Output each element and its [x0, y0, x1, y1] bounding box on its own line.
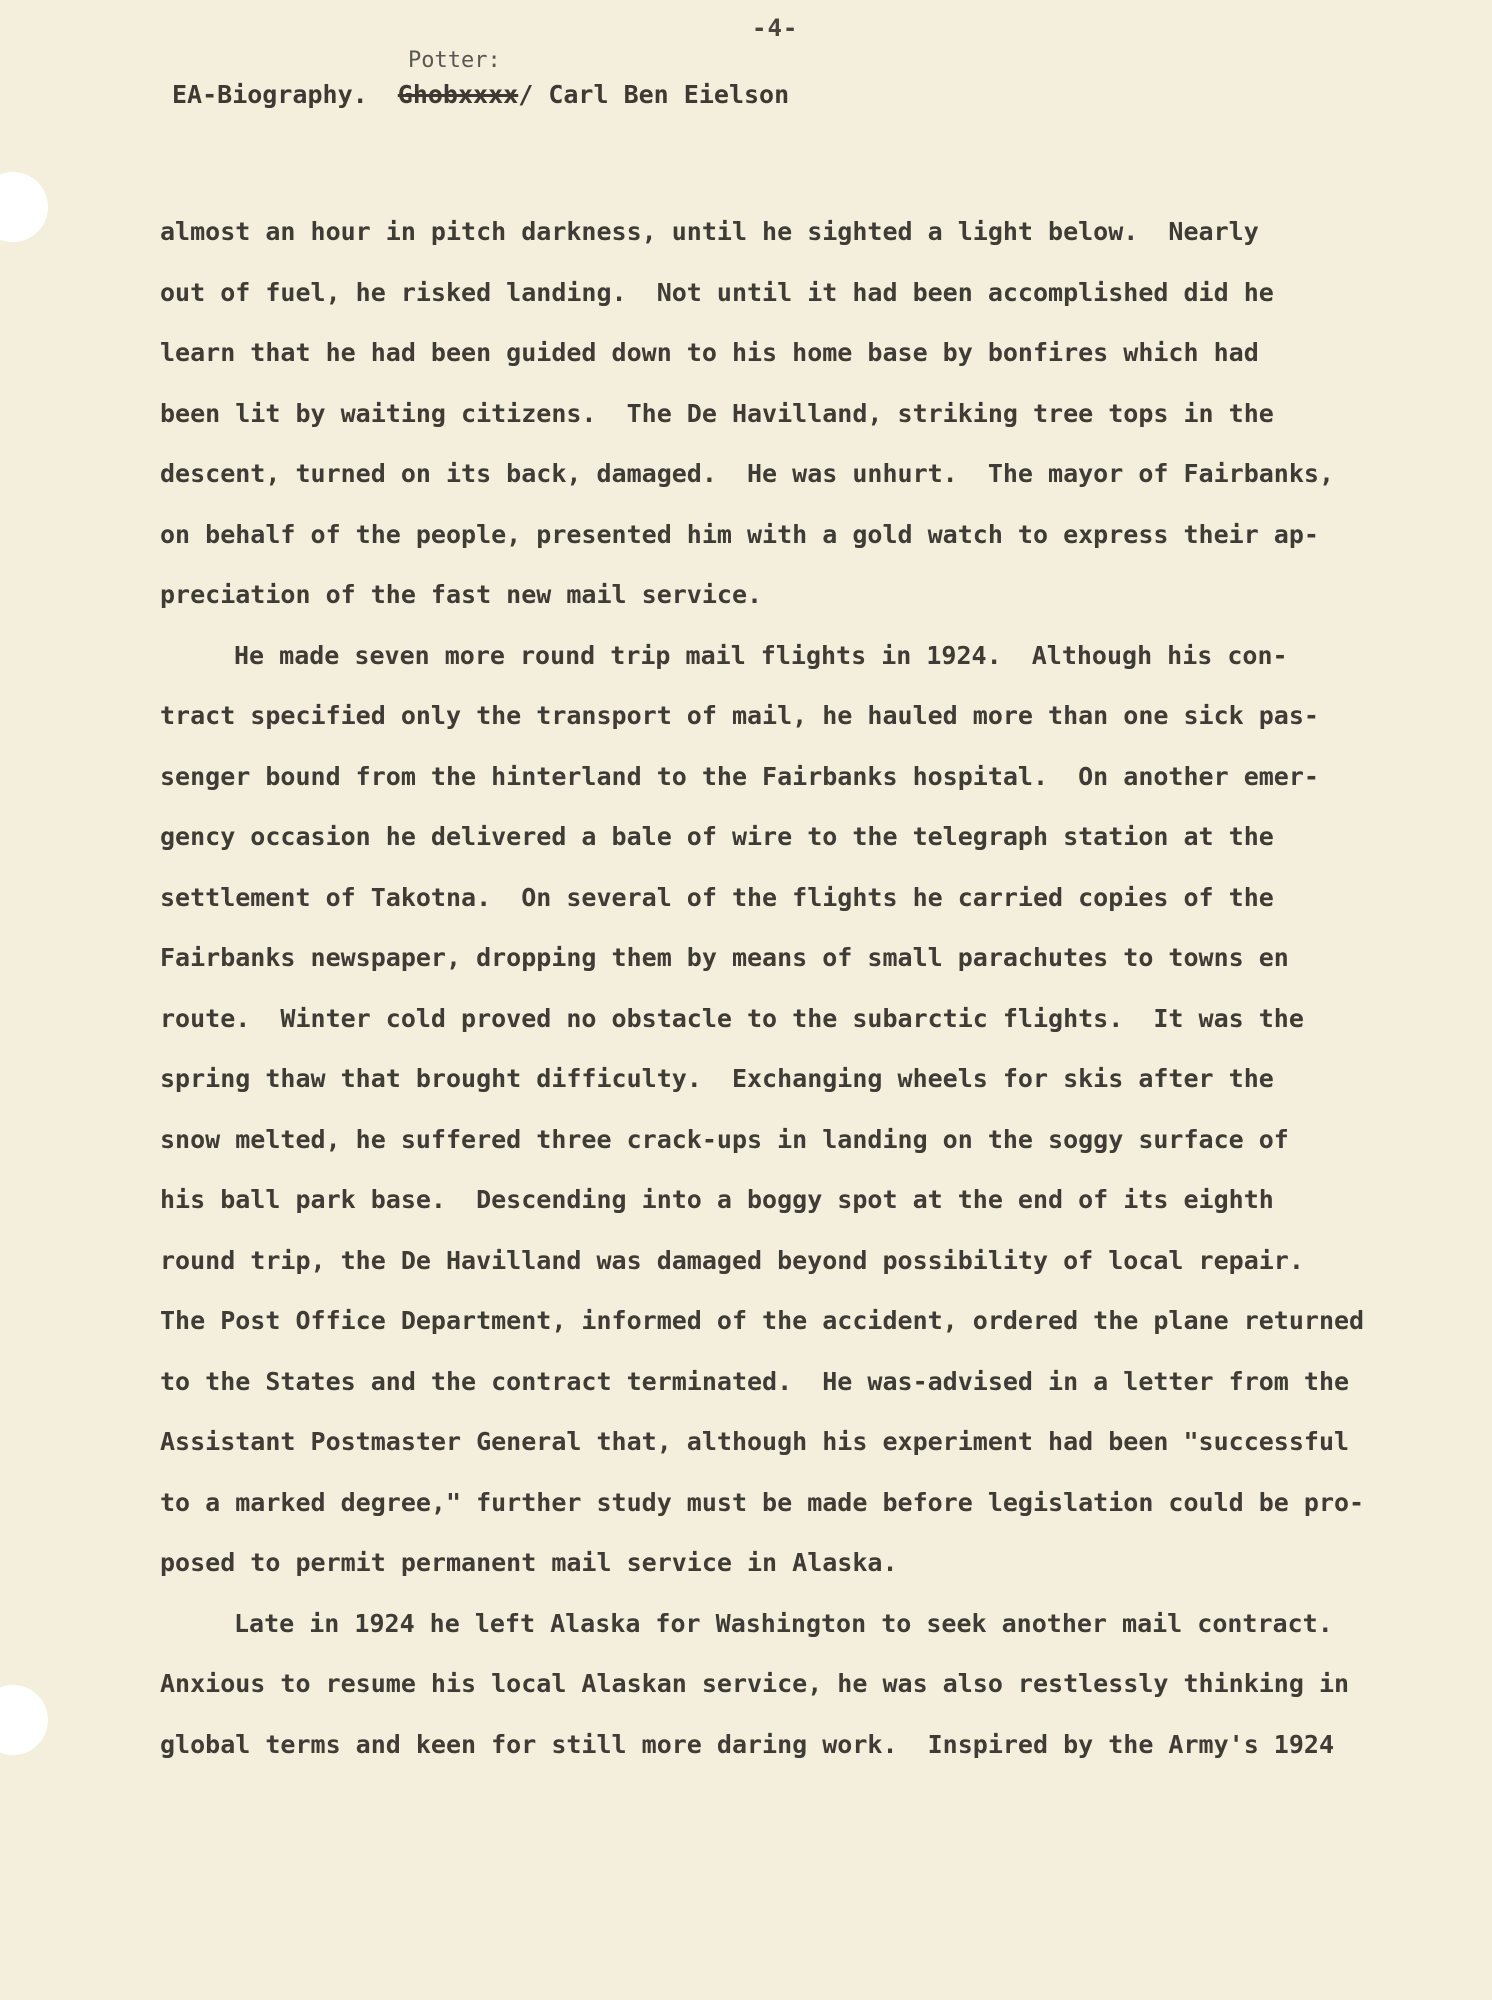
- body-line: posed to permit permanent mail service in Alaska.: [160, 1548, 898, 1577]
- body-line: learn that he had been guided down to his home base by bonfires which had: [160, 338, 1259, 367]
- page-number: -4-: [752, 14, 799, 42]
- body-line: senger bound from the hinterland to the Fairbanks hospital. On another emer-: [160, 761, 1319, 791]
- handwritten-annotation: Potter:: [408, 48, 501, 73]
- body-line: snow melted, he suffered three crack-ups in landing on the soggy surface of: [160, 1124, 1289, 1154]
- body-line: gency occasion he delivered a bale of wire to the telegraph station at the: [160, 822, 1274, 851]
- header-prefix: EA-Biography.: [172, 80, 368, 109]
- body-line: descent, turned on its back, damaged. He was unhurt. The mayor of Fairbanks,: [160, 459, 1334, 488]
- body-line: to the States and the contract terminated. He was-advised in a letter from the: [160, 1366, 1350, 1396]
- body-line: been lit by waiting citizens. The De Havilland, striking tree tops in the: [160, 398, 1274, 428]
- punch-hole-bottom: [0, 1685, 48, 1755]
- punch-hole-top: [0, 172, 48, 242]
- body-line: almost an hour in pitch darkness, until he sighted a light below. Nearly: [160, 217, 1259, 246]
- document-header: [172, 80, 789, 109]
- struck-word: Ghobxxxx: [397, 80, 519, 109]
- body-line: Anxious to resume his local Alaskan service, he was also restlessly thinking in: [160, 1669, 1350, 1698]
- body-line: to a marked degree," further study must be made before legislation could be pro-: [160, 1487, 1365, 1517]
- body-line: Late in 1924 he left Alaska for Washington to seek another mail contract.: [234, 1608, 1333, 1638]
- body-line: global terms and keen for still more daring work. Inspired by the Army's 1924: [160, 1729, 1334, 1759]
- body-line: round trip, the De Havilland was damaged beyond possibility of local repair.: [160, 1245, 1304, 1275]
- body-line: preciation of the fast new mail service.: [160, 580, 763, 609]
- body-line: out of fuel, he risked landing. Not until it had been accomplished did he: [160, 277, 1274, 307]
- body-line: The Post Office Department, informed of the accident, ordered the plane returned: [160, 1306, 1365, 1335]
- body-line: spring thaw that brought difficulty. Exchanging wheels for skis after the: [160, 1064, 1274, 1093]
- header-slash: /: [518, 80, 534, 109]
- body-text: [160, 202, 1400, 1775]
- body-line: settlement of Takotna. On several of the flights he carried copies of the: [160, 882, 1274, 912]
- body-line: Fairbanks newspaper, dropping them by means of small parachutes to towns en: [160, 943, 1289, 972]
- body-line: tract specified only the transport of mail, he hauled more than one sick pas-: [160, 701, 1319, 730]
- body-line: Assistant Postmaster General that, although his experiment had been "successful: [160, 1427, 1350, 1456]
- body-line: on behalf of the people, presented him with a gold watch to express their ap-: [160, 519, 1319, 549]
- body-line: He made seven more round trip mail flights in 1924. Although his con-: [234, 640, 1288, 670]
- body-line: his ball park base. Descending into a boggy spot at the end of its eighth: [160, 1185, 1274, 1214]
- header-subject: Carl Ben Eielson: [548, 80, 790, 109]
- body-line: route. Winter cold proved no obstacle to the subarctic flights. It was the: [160, 1003, 1304, 1033]
